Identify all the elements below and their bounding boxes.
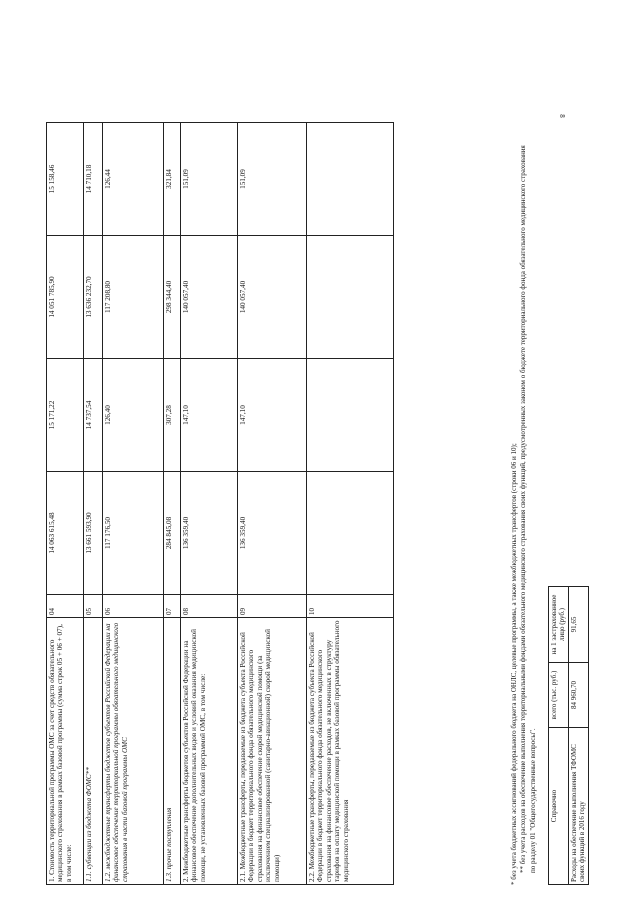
cell-value: 14 051 785,90 bbox=[47, 236, 84, 359]
footnotes bbox=[510, 143, 538, 885]
cell-value: 284 845,08 bbox=[164, 472, 181, 595]
table-row bbox=[181, 123, 238, 885]
row-description: 1.1. субвенции из бюджета ФОМС** bbox=[84, 618, 103, 885]
row-code: 09 bbox=[238, 595, 307, 618]
rotated-page bbox=[28, 125, 588, 885]
cell-value: 140 057,40 bbox=[181, 236, 238, 359]
page-number: 8 bbox=[557, 114, 566, 118]
reference-table bbox=[548, 586, 589, 885]
row-description: 1.2. межбюджетные трансферты бюджетов субъектов Российской Федерации на финансовое обеспечение территориальной программы обязательного медицинского страхования в части базовой программы ОМС bbox=[103, 618, 164, 885]
financing-table bbox=[46, 122, 394, 885]
cell-value: 136 359,40 bbox=[238, 472, 307, 595]
row-description: 1.3. прочие поступления bbox=[164, 618, 181, 885]
cell-value: 147,10 bbox=[238, 359, 307, 472]
reference-label: Расходы на обеспечение выполнения ТФОМС своих функций в 2016 году bbox=[568, 728, 588, 885]
cell-value: 13 661 593,90 bbox=[84, 472, 103, 595]
reference-total: 84 960,70 bbox=[568, 663, 588, 728]
row-code: 08 bbox=[181, 595, 238, 618]
cell-value: 14 737,54 bbox=[84, 359, 103, 472]
cell-value: 126,40 bbox=[103, 359, 164, 472]
cell-value: 15 158,46 bbox=[47, 123, 84, 236]
reference-per-person: 91,65 bbox=[568, 587, 588, 663]
row-code: 10 bbox=[307, 595, 394, 618]
table-row bbox=[164, 123, 181, 885]
column-header-per-person: на 1 застрахованное лицо (руб.) bbox=[549, 587, 569, 663]
cell-value: 321,84 bbox=[164, 123, 181, 236]
cell-value: 15 171,22 bbox=[47, 359, 84, 472]
row-code: 06 bbox=[103, 595, 164, 618]
table-row bbox=[549, 587, 569, 885]
table-row bbox=[84, 123, 103, 885]
row-description: 2. Межбюджетные трансферты бюджетов субъектов Российской Федерации на финансовое обеспечение дополнительных видов и условий оказания медицинской помощи, не установленных базовой программой ОМС, в том числе: bbox=[181, 618, 238, 885]
cell-value: 136 359,40 bbox=[181, 472, 238, 595]
column-header-total: всего (тыс. руб.) bbox=[549, 663, 569, 728]
row-description: 1. Стоимость территориальной программы ОМС за счет средств обязательного медицинского страхования в рамках базовой программы (сумма строк 05 + 06 + 07), в том числе: bbox=[47, 618, 84, 885]
cell-value bbox=[307, 472, 394, 595]
cell-value: 151,09 bbox=[181, 123, 238, 236]
row-description: 2.2. Межбюджетные трансферты, передаваемые из бюджета субъекта Российской Федерации в бюджет территориального фонда обязательного медицинского страхования на финансовое обеспечение расходов, не включенных в структуру тарифов на оплату медицинской помощи в рамках базовой программы обязательного медицинского страхования bbox=[307, 618, 394, 885]
cell-value: 298 344,40 bbox=[164, 236, 181, 359]
footnote-2: ** без учета расходов на обеспечение выполнения территориальными фондами обязательного медицинского страхования своих функций, предусмотренных законом о бюджете территориального фонда обязательного медицинского страхования по разделу 01 "Общегосударственные вопросы". bbox=[519, 145, 537, 873]
cell-value bbox=[307, 123, 394, 236]
cell-value: 126,44 bbox=[103, 123, 164, 236]
cell-value: 13 636 232,70 bbox=[84, 236, 103, 359]
row-code: 07 bbox=[164, 595, 181, 618]
table-row bbox=[568, 587, 588, 885]
table-row bbox=[238, 123, 307, 885]
footnote-1: * без учета бюджетных ассигнований федерального бюджета на ОНЛС, целевые программы, а также межбюджетных трансфертов (строки 06 и 10); bbox=[510, 443, 518, 885]
cell-value: 140 057,40 bbox=[238, 236, 307, 359]
cell-value: 151,09 bbox=[238, 123, 307, 236]
cell-value: 14 710,18 bbox=[84, 123, 103, 236]
row-code: 05 bbox=[84, 595, 103, 618]
cell-value: 307,28 bbox=[164, 359, 181, 472]
cell-value: 147,10 bbox=[181, 359, 238, 472]
cell-value: 117 176,50 bbox=[103, 472, 164, 595]
cell-value bbox=[307, 359, 394, 472]
table-row bbox=[307, 123, 394, 885]
table-row bbox=[103, 123, 164, 885]
reference-header: Справочно bbox=[549, 728, 569, 885]
cell-value: 117 208,80 bbox=[103, 236, 164, 359]
cell-value: 14 063 615,48 bbox=[47, 472, 84, 595]
row-description: 2.1. Межбюджетные трансферты, передаваемые из бюджета субъекта Российской Федерации в бюджет территориального фонда обязательного медицинского страхования на финансовое обеспечение скорой медицинской помощи (за исключением специализированной (санитарно-авиационной) скорой медицинской помощи) bbox=[238, 618, 307, 885]
row-code: 04 bbox=[47, 595, 84, 618]
table-row bbox=[47, 123, 84, 885]
cell-value bbox=[307, 236, 394, 359]
